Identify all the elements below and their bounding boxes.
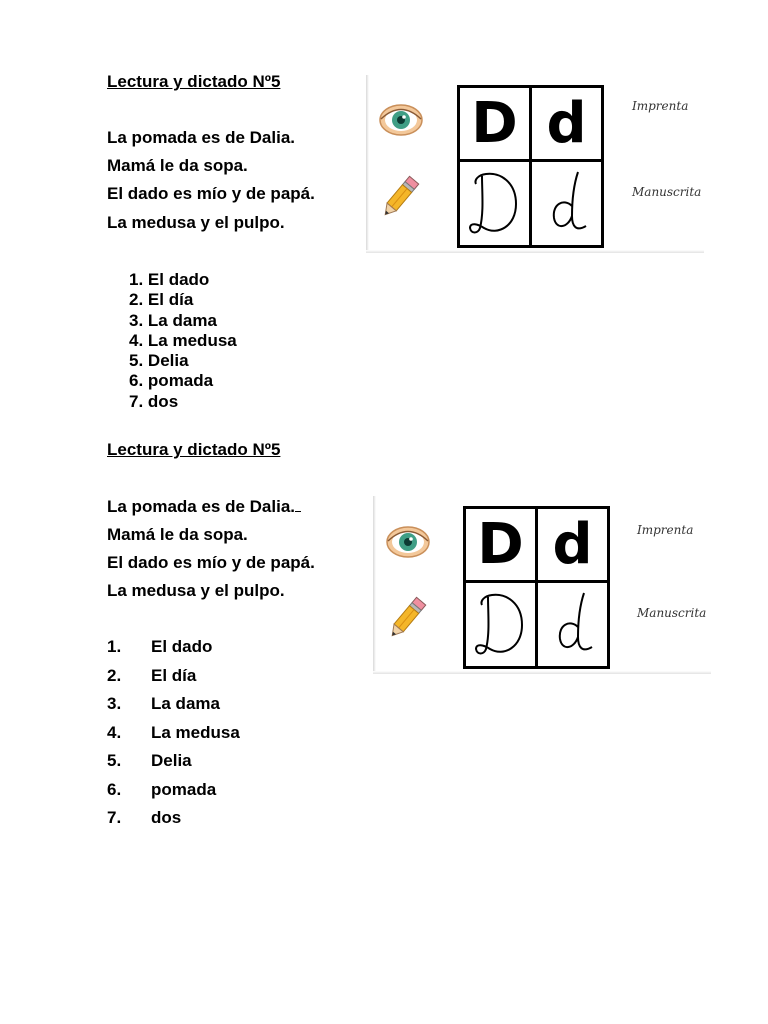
imprenta-label: Imprenta [632,99,689,113]
section-2-sentence-3: El dado es mío y de papá. [107,553,315,572]
list-item: 3. La dama [129,310,217,330]
section-2-sentence-2: Mamá le da sopa. [107,525,248,544]
eye-icon [385,524,431,560]
section-1-sentence-3: El dado es mío y de papá. [107,184,315,203]
list-item: 6. pomada [129,371,214,391]
print-lowercase-d: d [552,511,593,577]
eye-icon [378,102,424,138]
pencil-icon [385,594,429,642]
section-2-sentence-1: La pomada es de Dalia. [107,497,301,517]
manuscrita-label: Manuscrita [637,606,707,620]
script-uppercase-d [466,583,535,666]
section-2-sentence-4: La medusa y el pulpo. [107,581,285,600]
list-item: 4. La medusa [129,330,237,350]
list-item: 7. dos [129,391,179,411]
manuscrita-label: Manuscrita [632,185,702,199]
letter-grid-1 [457,85,604,248]
script-lowercase-d [532,162,601,245]
section-2-title: Lectura y dictado Nº5 [107,440,281,459]
print-lowercase-d: d [546,90,587,156]
imprenta-label: Imprenta [637,523,694,537]
print-uppercase-d: D [477,511,524,577]
pencil-icon [378,173,422,221]
letter-card-1 [366,75,704,253]
list-item: 2. El día [129,290,194,310]
section-1-word-list [129,270,237,412]
section-1-title: Lectura y dictado Nº5 [107,72,281,91]
list-item: 1. El dado [129,270,210,289]
section-1-sentence-1: La pomada es de Dalia. [107,128,296,147]
list-item: 5. Delia [129,351,189,371]
letter-card-2 [373,496,711,674]
section-1-sentence-2: Mamá le da sopa. [107,156,248,175]
letter-grid-2 [463,506,610,669]
script-uppercase-d [460,162,529,245]
section-1-sentence-4: La medusa y el pulpo. [107,213,285,232]
script-lowercase-d [538,583,607,666]
print-uppercase-d: D [471,90,518,156]
